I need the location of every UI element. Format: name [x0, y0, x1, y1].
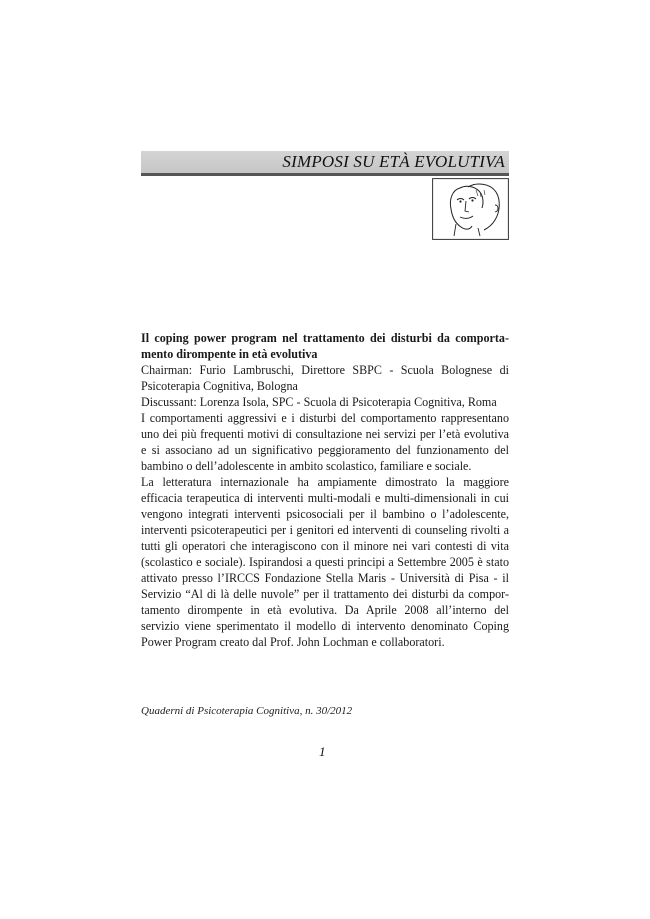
article-title-line: mento dirompente in età evolutiva	[141, 347, 318, 361]
paragraph-2	[141, 474, 509, 650]
paragraph-line: (scolastico e sociale). Ispirandosi a questi principi a Settembre 2005 è stato	[141, 555, 509, 569]
discussant-info	[141, 394, 509, 410]
paragraph-line: efficacia terapeutica di interventi multi-modali e multi-dimensionali in cui	[141, 491, 509, 505]
section-header-band	[141, 151, 509, 173]
portrait-illustration	[432, 178, 509, 240]
paragraph-1	[141, 410, 509, 474]
page-number: 1	[319, 744, 326, 759]
paragraph-line: servizio viene sperimentato il modello di intervento denominato Coping	[141, 619, 509, 633]
journal-citation: Quaderni di Psicoterapia Cognitiva, n. 30/2012	[141, 705, 353, 717]
chairman-line: Psicoterapia Cognitiva, Bologna	[141, 379, 298, 393]
sketched-faces-icon	[432, 178, 509, 240]
paragraph-line: La letteratura internazionale ha ampiamente dimostrato la maggiore	[141, 475, 509, 489]
paragraph-line: uno dei più frequenti motivi di consultazione nei servizi per l’età evolutiva	[141, 427, 509, 441]
paragraph-line: Servizio “Al di là delle nuvole” per il trattamento dei disturbi da compor-	[141, 587, 509, 601]
chairman-line: Chairman: Furio Lambruschi, Direttore SBPC - Scuola Bolognese di	[141, 363, 509, 377]
paragraph-line: interventi psicoterapeutici per i genitori ed interventi di counseling rivolti a	[141, 523, 509, 537]
section-title: SIMPOSI SU ETÀ EVOLUTIVA	[282, 152, 505, 171]
paragraph-line: e si associano ad un significativo peggioramento del funzionamento del	[141, 443, 509, 457]
paragraph-line: Power Program creato dal Prof. John Lochman e collaboratori.	[141, 635, 445, 649]
paragraph-line: I comportamenti aggressivi e i disturbi del comportamento rappresentano	[141, 411, 509, 425]
article-body	[141, 330, 509, 650]
section-header-rule	[141, 173, 509, 176]
discussant-line: Discussant: Lorenza Isola, SPC - Scuola di Psicoterapia Cognitiva, Roma	[141, 395, 497, 409]
paragraph-line: tamento dirompente in età evolutiva. Da Aprile 2008 all’interno del	[141, 603, 509, 617]
paragraph-line: vengono integrati interventi psicosociali per il bambino o l’adolescente,	[141, 507, 509, 521]
paragraph-line: bambino o dell’adolescente in ambito scolastico, familiare e sociale.	[141, 459, 472, 473]
article-title	[141, 330, 509, 362]
paragraph-line: attivato presso l’IRCCS Fondazione Stella Maris - Università di Pisa - il	[141, 571, 509, 585]
chairman-info	[141, 362, 509, 394]
article-title-line: Il coping power program nel trattamento dei disturbi da comporta-	[141, 331, 509, 345]
paragraph-line: tutti gli operatori che interagiscono con il minore nei vari contesti di vita	[141, 539, 509, 553]
